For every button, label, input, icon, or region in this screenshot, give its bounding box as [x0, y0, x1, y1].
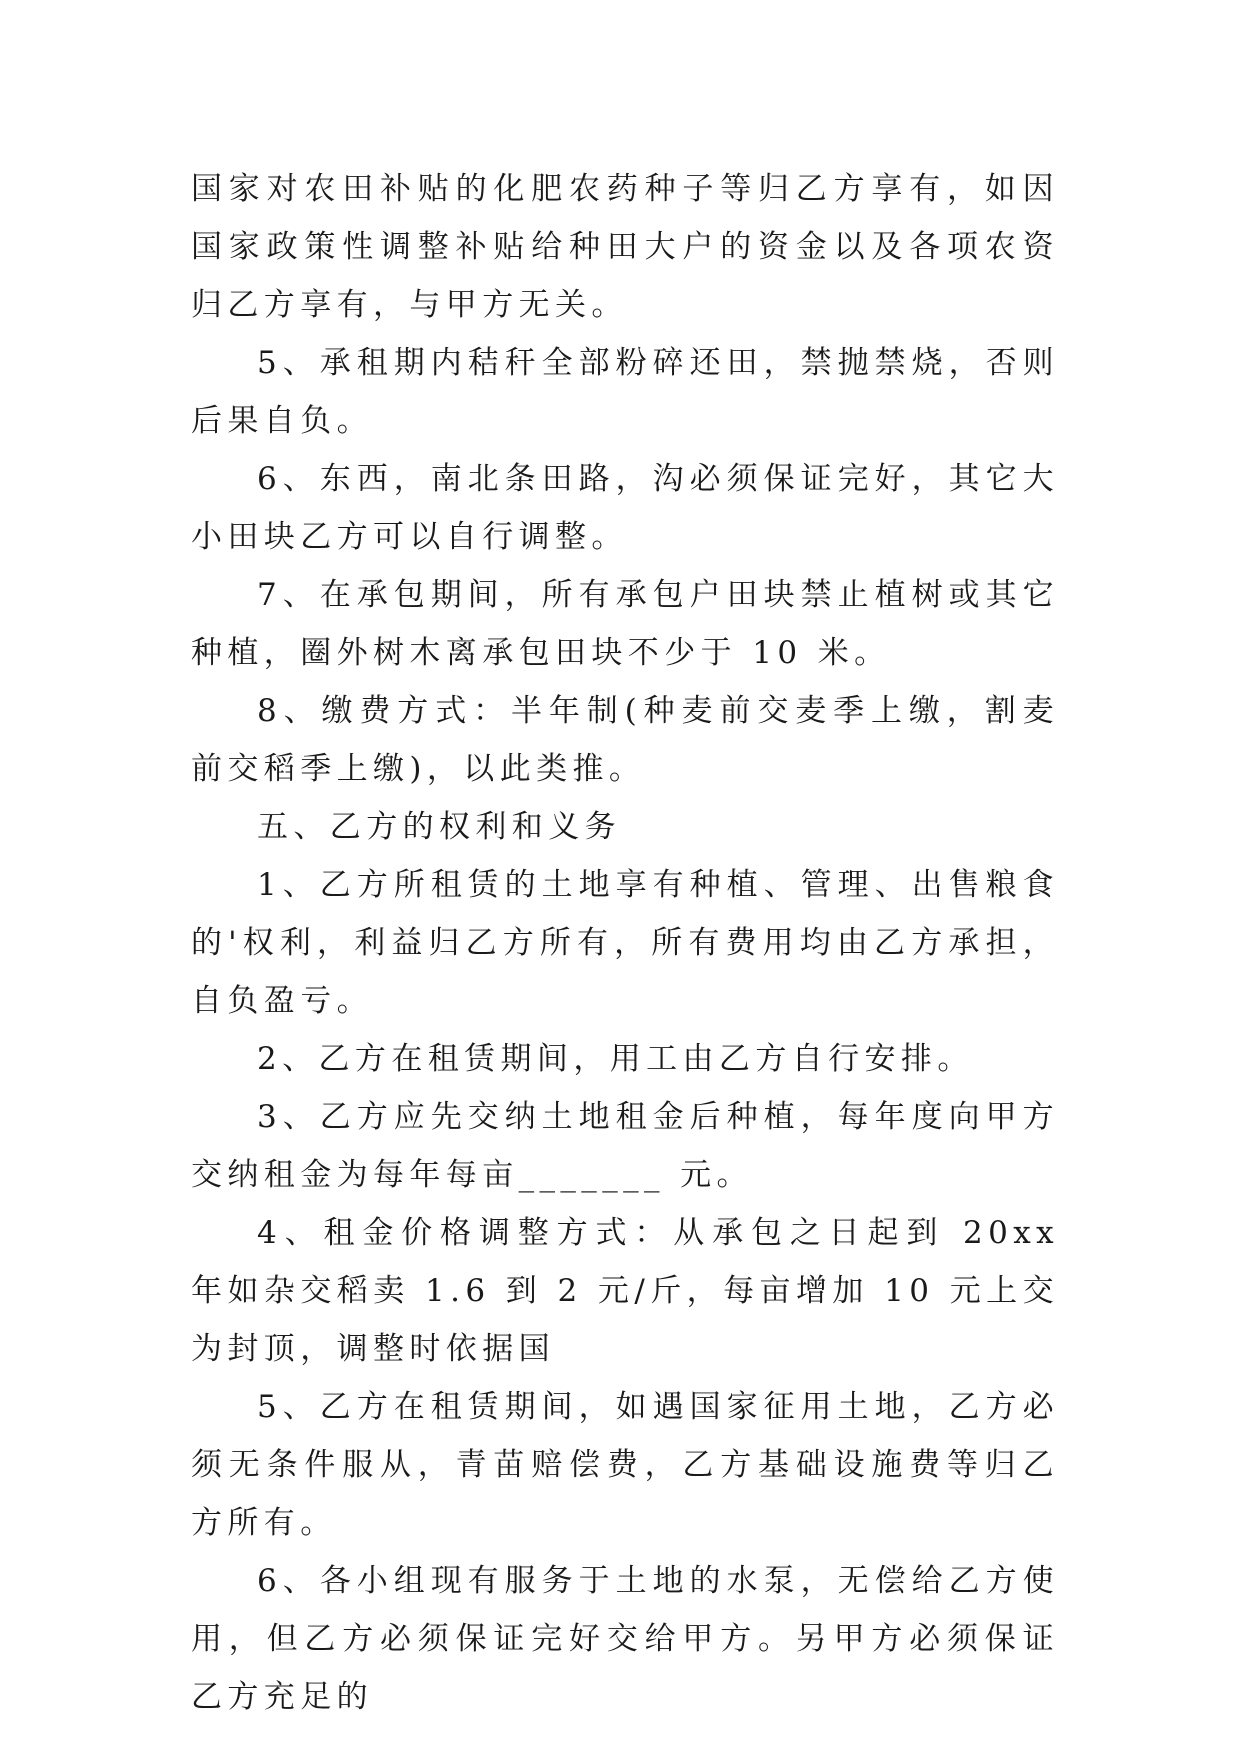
paragraph-subsidy-continued: 国家对农田补贴的化肥农药种子等归乙方享有，如因国家政策性调整补贴给种田大户的资金以及各项农资归乙方享有，与甲方无关。 — [191, 171, 1059, 323]
paragraph-item-6-roads: 6、东西，南北条田路，沟必须保证完好，其它大小田块乙方可以自行调整。 — [191, 461, 1059, 555]
section-heading-rights-obligations: 五、乙方的权利和义务 — [257, 809, 621, 845]
paragraph-rights-item-2: 2、乙方在租赁期间，用工由乙方自行安排。 — [257, 1041, 974, 1077]
document-body — [191, 160, 1059, 1726]
paragraph-rights-item-3: 3、乙方应先交纳土地租金后种植，每年度向甲方交纳租金为每年每亩_______ 元。 — [191, 1099, 1059, 1193]
paragraph-rights-item-6: 6、各小组现有服务于土地的水泵，无偿给乙方使用，但乙方必须保证完好交给甲方。另甲方必须保证乙方充足的 — [191, 1563, 1059, 1715]
paragraph-item-8-payment: 8、缴费方式：半年制(种麦前交麦季上缴，割麦前交稻季上缴)，以此类推。 — [191, 693, 1059, 787]
paragraph-rights-item-5: 5、乙方在租赁期间，如遇国家征用土地，乙方必须无条件服从，青苗赔偿费，乙方基础设施费等归乙方所有。 — [191, 1389, 1059, 1541]
paragraph-item-7-planting: 7、在承包期间，所有承包户田块禁止植树或其它种植，圈外树木离承包田块不少于 10 米。 — [191, 577, 1059, 671]
paragraph-item-5-straw: 5、承租期内秸秆全部粉碎还田，禁抛禁烧，否则后果自负。 — [191, 345, 1059, 439]
paragraph-rights-item-1: 1、乙方所租赁的土地享有种植、管理、出售粮食的'权利，利益归乙方所有，所有费用均由乙方承担，自负盈亏。 — [191, 867, 1059, 1019]
paragraph-rights-item-4: 4、租金价格调整方式：从承包之日起到 20xx 年如杂交稻卖 1.6 到 2 元/斤，每亩增加 10 元上交为封顶，调整时依据国 — [191, 1215, 1059, 1367]
